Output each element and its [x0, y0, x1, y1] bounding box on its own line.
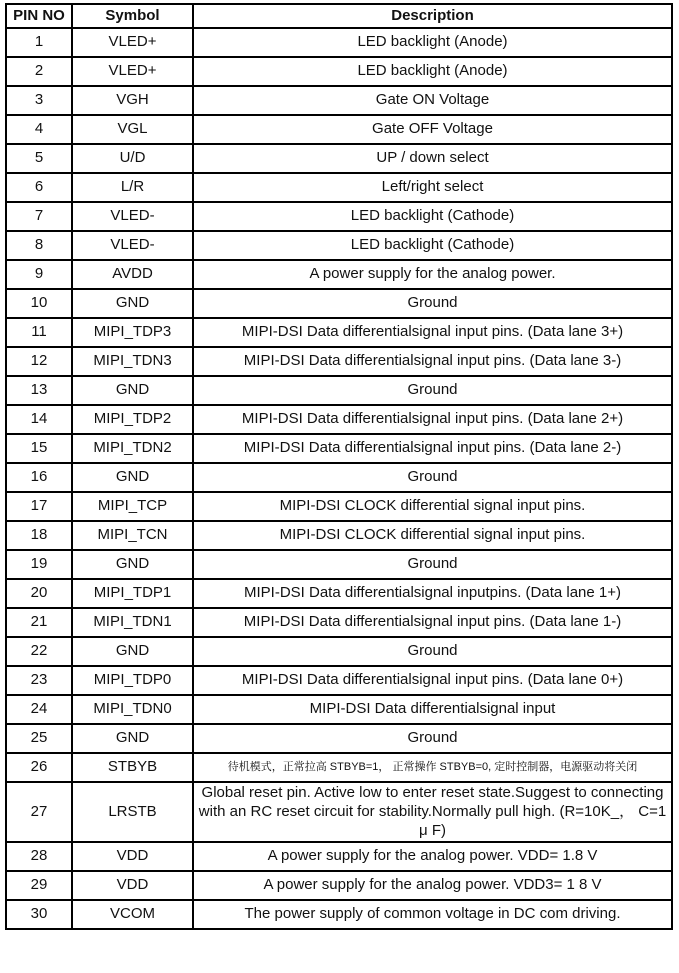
symbol-cell: VGL — [72, 115, 193, 144]
description-cell: MIPI-DSI Data differentialsignal inputpins. (Data lane 1+) — [193, 579, 672, 608]
table-row — [6, 782, 672, 842]
description-cell: MIPI-DSI Data differentialsignal input pins. (Data lane 1-) — [193, 608, 672, 637]
description-cell: MIPI-DSI Data differentialsignal input pins. (Data lane 3-) — [193, 347, 672, 376]
pin-no-cell: 27 — [6, 782, 72, 842]
symbol-cell: MIPI_TDN2 — [72, 434, 193, 463]
description-cell: Ground — [193, 376, 672, 405]
symbol-cell: VLED+ — [72, 28, 193, 57]
pin-no-cell: 11 — [6, 318, 72, 347]
table-row — [6, 173, 672, 202]
table-row — [6, 376, 672, 405]
pin-no-cell: 7 — [6, 202, 72, 231]
pin-no-cell: 6 — [6, 173, 72, 202]
description-cell: Global reset pin. Active low to enter reset state.Suggest to connecting with an RC reset circuit for stability.Normally pull high. (R=10K_， C=1 μ F) — [193, 782, 672, 842]
symbol-cell: VDD — [72, 871, 193, 900]
table-row — [6, 550, 672, 579]
symbol-cell: VLED+ — [72, 57, 193, 86]
description-cell: Ground — [193, 289, 672, 318]
symbol-cell: MIPI_TDP0 — [72, 666, 193, 695]
table-header — [6, 4, 672, 28]
pin-no-cell: 17 — [6, 492, 72, 521]
pin-no-cell: 1 — [6, 28, 72, 57]
description-cell: MIPI-DSI Data differentialsignal input pins. (Data lane 0+) — [193, 666, 672, 695]
symbol-cell: GND — [72, 289, 193, 318]
pin-no-cell: 25 — [6, 724, 72, 753]
symbol-cell: MIPI_TDN3 — [72, 347, 193, 376]
symbol-cell: GND — [72, 463, 193, 492]
pin-no-cell: 19 — [6, 550, 72, 579]
symbol-cell: LRSTB — [72, 782, 193, 842]
pin-description-table — [5, 3, 673, 930]
symbol-cell: MIPI_TCN — [72, 521, 193, 550]
table-row — [6, 202, 672, 231]
table-row — [6, 637, 672, 666]
table-row — [6, 521, 672, 550]
description-cell: Left/right select — [193, 173, 672, 202]
description-cell: MIPI-DSI Data differentialsignal input pins. (Data lane 2+) — [193, 405, 672, 434]
table-row — [6, 115, 672, 144]
pin-no-cell: 21 — [6, 608, 72, 637]
pin-no-cell: 8 — [6, 231, 72, 260]
symbol-cell: MIPI_TCP — [72, 492, 193, 521]
table-row — [6, 289, 672, 318]
description-cell: MIPI-DSI Data differentialsignal input pins. (Data lane 2-) — [193, 434, 672, 463]
symbol-cell: VDD — [72, 842, 193, 871]
pin-no-cell: 3 — [6, 86, 72, 115]
description-cell: MIPI-DSI CLOCK differential signal input pins. — [193, 521, 672, 550]
pin-no-cell: 4 — [6, 115, 72, 144]
description-cell: 待机模式，正常拉高 STBYB=1， 正常操作 STBYB=0, 定时控制器，电源驱动将关闭 — [193, 753, 672, 782]
pin-no-cell: 16 — [6, 463, 72, 492]
pin-no-cell: 23 — [6, 666, 72, 695]
table-row — [6, 579, 672, 608]
description-cell: Ground — [193, 463, 672, 492]
description-cell: The power supply of common voltage in DC com driving. — [193, 900, 672, 929]
description-cell: Ground — [193, 550, 672, 579]
symbol-cell: MIPI_TDN0 — [72, 695, 193, 724]
pin-no-cell: 15 — [6, 434, 72, 463]
pin-no-cell: 22 — [6, 637, 72, 666]
header-pin-no: PIN NO — [6, 4, 72, 28]
description-cell: MIPI-DSI CLOCK differential signal input pins. — [193, 492, 672, 521]
symbol-cell: GND — [72, 724, 193, 753]
table-row — [6, 666, 672, 695]
symbol-cell: GND — [72, 550, 193, 579]
description-cell: MIPI-DSI Data differentialsignal input pins. (Data lane 3+) — [193, 318, 672, 347]
symbol-cell: GND — [72, 376, 193, 405]
pin-no-cell: 10 — [6, 289, 72, 318]
description-cell: A power supply for the analog power. VDD= 1.8 V — [193, 842, 672, 871]
table-row — [6, 753, 672, 782]
table-row — [6, 405, 672, 434]
table-row — [6, 724, 672, 753]
pin-no-cell: 2 — [6, 57, 72, 86]
symbol-cell: MIPI_TDN1 — [72, 608, 193, 637]
symbol-cell: AVDD — [72, 260, 193, 289]
table-row — [6, 231, 672, 260]
symbol-cell: VGH — [72, 86, 193, 115]
table-row — [6, 260, 672, 289]
description-cell: LED backlight (Cathode) — [193, 231, 672, 260]
description-cell: LED backlight (Anode) — [193, 28, 672, 57]
pin-no-cell: 24 — [6, 695, 72, 724]
table-row — [6, 871, 672, 900]
table-row — [6, 900, 672, 929]
symbol-cell: VCOM — [72, 900, 193, 929]
table-row — [6, 144, 672, 173]
description-cell: UP / down select — [193, 144, 672, 173]
symbol-cell: VLED- — [72, 202, 193, 231]
description-cell: LED backlight (Cathode) — [193, 202, 672, 231]
symbol-cell: GND — [72, 637, 193, 666]
table-row — [6, 695, 672, 724]
symbol-cell: U/D — [72, 144, 193, 173]
symbol-cell: STBYB — [72, 753, 193, 782]
symbol-cell: VLED- — [72, 231, 193, 260]
table-row — [6, 842, 672, 871]
pin-no-cell: 28 — [6, 842, 72, 871]
symbol-cell: MIPI_TDP1 — [72, 579, 193, 608]
pin-no-cell: 13 — [6, 376, 72, 405]
description-cell: Gate OFF Voltage — [193, 115, 672, 144]
table-body — [6, 28, 672, 929]
description-cell: LED backlight (Anode) — [193, 57, 672, 86]
description-cell: Ground — [193, 724, 672, 753]
description-cell: Ground — [193, 637, 672, 666]
symbol-cell: MIPI_TDP2 — [72, 405, 193, 434]
pin-no-cell: 30 — [6, 900, 72, 929]
table-row — [6, 318, 672, 347]
table-row — [6, 28, 672, 57]
header-row — [6, 4, 672, 28]
table-row — [6, 492, 672, 521]
table-row — [6, 608, 672, 637]
table-row — [6, 86, 672, 115]
table-row — [6, 434, 672, 463]
pin-no-cell: 5 — [6, 144, 72, 173]
symbol-cell: MIPI_TDP3 — [72, 318, 193, 347]
pin-no-cell: 18 — [6, 521, 72, 550]
pin-no-cell: 20 — [6, 579, 72, 608]
description-cell: A power supply for the analog power. — [193, 260, 672, 289]
table-row — [6, 463, 672, 492]
pin-no-cell: 26 — [6, 753, 72, 782]
pin-no-cell: 9 — [6, 260, 72, 289]
description-cell: Gate ON Voltage — [193, 86, 672, 115]
symbol-cell: L/R — [72, 173, 193, 202]
table-row — [6, 347, 672, 376]
description-cell: A power supply for the analog power. VDD3= 1 8 V — [193, 871, 672, 900]
pin-no-cell: 29 — [6, 871, 72, 900]
pin-no-cell: 14 — [6, 405, 72, 434]
description-cell: MIPI-DSI Data differentialsignal input — [193, 695, 672, 724]
header-symbol: Symbol — [72, 4, 193, 28]
table-row — [6, 57, 672, 86]
pin-no-cell: 12 — [6, 347, 72, 376]
header-description: Description — [193, 4, 672, 28]
